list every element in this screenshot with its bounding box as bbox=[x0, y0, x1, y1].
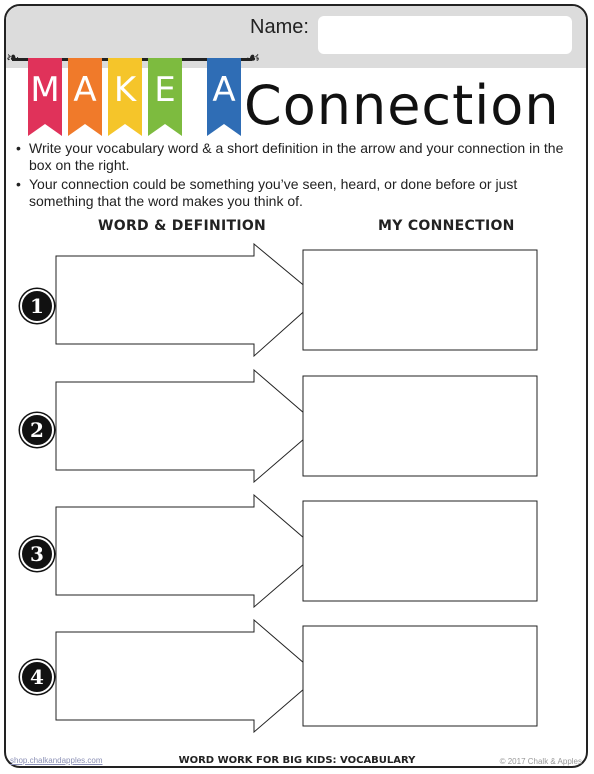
banner-letter-1: M bbox=[30, 70, 60, 110]
rod-curl-right-icon: ☙ bbox=[246, 50, 261, 67]
row-2 bbox=[56, 370, 537, 482]
page-title: Connection bbox=[244, 74, 560, 137]
row-4 bbox=[56, 620, 537, 732]
row-number-badge-3: 3 bbox=[20, 537, 54, 571]
word-arrow-2[interactable] bbox=[56, 370, 319, 482]
footer-shop-link[interactable]: shop.chalkandapples.com bbox=[10, 756, 103, 765]
word-arrow-3[interactable] bbox=[56, 495, 319, 607]
banner-letter-3: K bbox=[113, 70, 137, 110]
column-header-word-definition: WORD & DEFINITION bbox=[98, 218, 267, 234]
row-number-badge-1: 1 bbox=[20, 289, 54, 323]
connection-box-4[interactable] bbox=[303, 626, 537, 726]
banner-letter-4: E bbox=[154, 70, 176, 110]
connection-box-1[interactable] bbox=[303, 250, 537, 350]
row-number-badge-4: 4 bbox=[20, 660, 54, 694]
row-number-badge-2: 2 bbox=[20, 413, 54, 447]
rod-curl-left-icon: ❧ bbox=[6, 50, 20, 67]
word-arrow-1[interactable] bbox=[56, 244, 319, 356]
connection-box-3[interactable] bbox=[303, 501, 537, 601]
footer-copyright: © 2017 Chalk & Apples bbox=[499, 757, 582, 766]
instruction-item: • Write your vocabulary word & a short definition in the arrow and your connection in the box on the right. bbox=[14, 140, 574, 174]
word-arrow-4[interactable] bbox=[56, 620, 319, 732]
instruction-item: • Your connection could be something you’ve seen, heard, or done before or just something that the word makes you think of. bbox=[14, 176, 574, 210]
column-header-my-connection: MY CONNECTION bbox=[378, 218, 515, 234]
name-label: Name: bbox=[250, 16, 309, 38]
connection-box-2[interactable] bbox=[303, 376, 537, 476]
banner-letter-5: A bbox=[212, 70, 236, 110]
row-3 bbox=[56, 495, 537, 607]
row-1 bbox=[56, 244, 537, 356]
banner-letter-2: A bbox=[73, 70, 97, 110]
footer-title: WORD WORK FOR BIG KIDS: VOCABULARY bbox=[178, 755, 416, 766]
